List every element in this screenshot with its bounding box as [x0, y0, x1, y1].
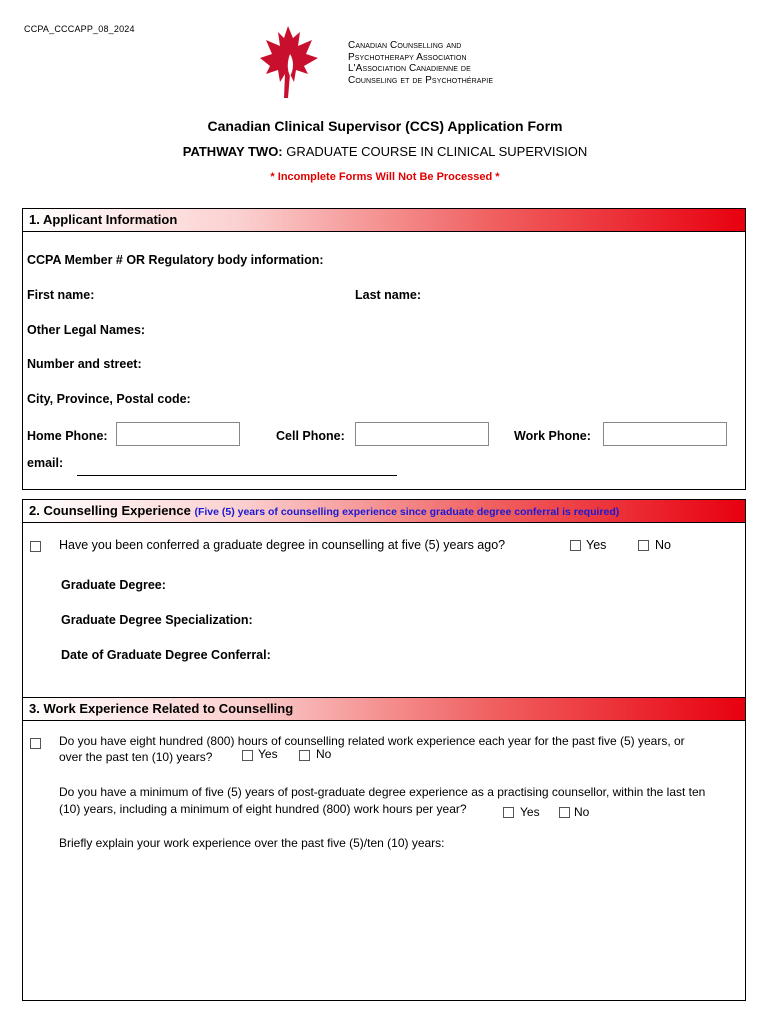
degree-yes-label: Yes	[586, 538, 607, 552]
explain-experience-field[interactable]	[59, 858, 729, 988]
work-hours-yes-label: Yes	[258, 747, 278, 761]
org-line-4: Counseling et de Psychothérapie	[348, 74, 494, 86]
member-label: CCPA Member # OR Regulatory body information:	[27, 253, 324, 267]
degree-question: Have you been conferred a graduate degree in counselling at five (5) years ago?	[59, 538, 506, 552]
section-work-experience	[22, 697, 746, 1001]
org-line-2: Psychotherapy Association	[348, 51, 467, 63]
postgrad-yes-label: Yes	[520, 805, 540, 819]
postgrad-question-line-1: Do you have a minimum of five (5) years of post-graduate degree experience as a practising counsellor, within the last ten	[59, 785, 706, 799]
degree-specialization-label: Graduate Degree Specialization:	[61, 613, 253, 627]
section-counselling-experience	[22, 499, 746, 699]
city-label: City, Province, Postal code:	[27, 392, 191, 406]
degree-yes-checkbox[interactable]	[570, 540, 581, 551]
work-hours-yes-checkbox[interactable]	[242, 750, 253, 761]
section-3-heading: 3. Work Experience Related to Counselling	[23, 698, 745, 721]
org-line-3: L'Association Canadienne de	[348, 63, 471, 74]
org-line-1: Canadian Counselling and	[348, 40, 462, 51]
degree-no-checkbox[interactable]	[638, 540, 649, 551]
cell-phone-label: Cell Phone:	[276, 429, 345, 443]
section-applicant-information	[22, 208, 746, 490]
first-name-label: First name:	[27, 288, 95, 302]
organization-name	[348, 40, 493, 86]
work-phone-field[interactable]	[603, 422, 727, 446]
work-hours-no-label: No	[316, 747, 332, 761]
postgrad-yes-checkbox[interactable]	[503, 807, 514, 818]
email-label: email:	[27, 456, 64, 470]
postgrad-no-checkbox[interactable]	[559, 807, 570, 818]
work-hours-question-line-1: Do you have eight hundred (800) hours of counselling related work experience each year for the past five (5) years, or	[59, 734, 685, 748]
postgrad-question-line-2: (10) years, including a minimum of eight hundred (800) work hours per year?	[59, 802, 467, 816]
explain-experience-label: Briefly explain your work experience over the past five (5)/ten (10) years:	[59, 836, 445, 850]
subtitle-pathway: PATHWAY TWO:	[182, 144, 283, 159]
home-phone-field[interactable]	[116, 422, 240, 446]
street-label: Number and street:	[27, 357, 142, 371]
email-field[interactable]	[77, 475, 397, 476]
work-hours-no-checkbox[interactable]	[299, 750, 310, 761]
section-2-title: 2. Counselling Experience	[29, 503, 191, 518]
section-2-heading	[23, 500, 745, 523]
incomplete-warning: * Incomplete Forms Will Not Be Processed *	[270, 171, 500, 183]
form-subtitle	[0, 144, 770, 159]
work-phone-label: Work Phone:	[514, 429, 591, 443]
degree-conferral-date-label: Date of Graduate Degree Conferral:	[61, 648, 271, 662]
section-2-requirement-note: (Five (5) years of counselling experience since graduate degree conferral is required)	[194, 506, 620, 518]
section-1-heading: 1. Applicant Information	[23, 209, 745, 232]
form-title: Canadian Clinical Supervisor (CCS) Application Form	[207, 118, 563, 134]
degree-no-label: No	[655, 538, 671, 552]
subtitle-course: GRADUATE COURSE IN CLINICAL SUPERVISION	[282, 144, 588, 159]
degree-question-checkbox[interactable]	[30, 541, 41, 552]
work-hours-question-line-2: over the past ten (10) years?	[59, 750, 213, 764]
cell-phone-field[interactable]	[355, 422, 489, 446]
last-name-label: Last name:	[355, 288, 421, 302]
maple-leaf-logo-icon	[260, 24, 320, 100]
document-code: CCPA_CCCAPP_08_2024	[24, 24, 135, 34]
postgrad-no-label: No	[574, 805, 590, 819]
graduate-degree-label: Graduate Degree:	[61, 578, 166, 592]
home-phone-label: Home Phone:	[27, 429, 108, 443]
work-hours-question-checkbox[interactable]	[30, 738, 41, 749]
other-names-label: Other Legal Names:	[27, 323, 146, 337]
